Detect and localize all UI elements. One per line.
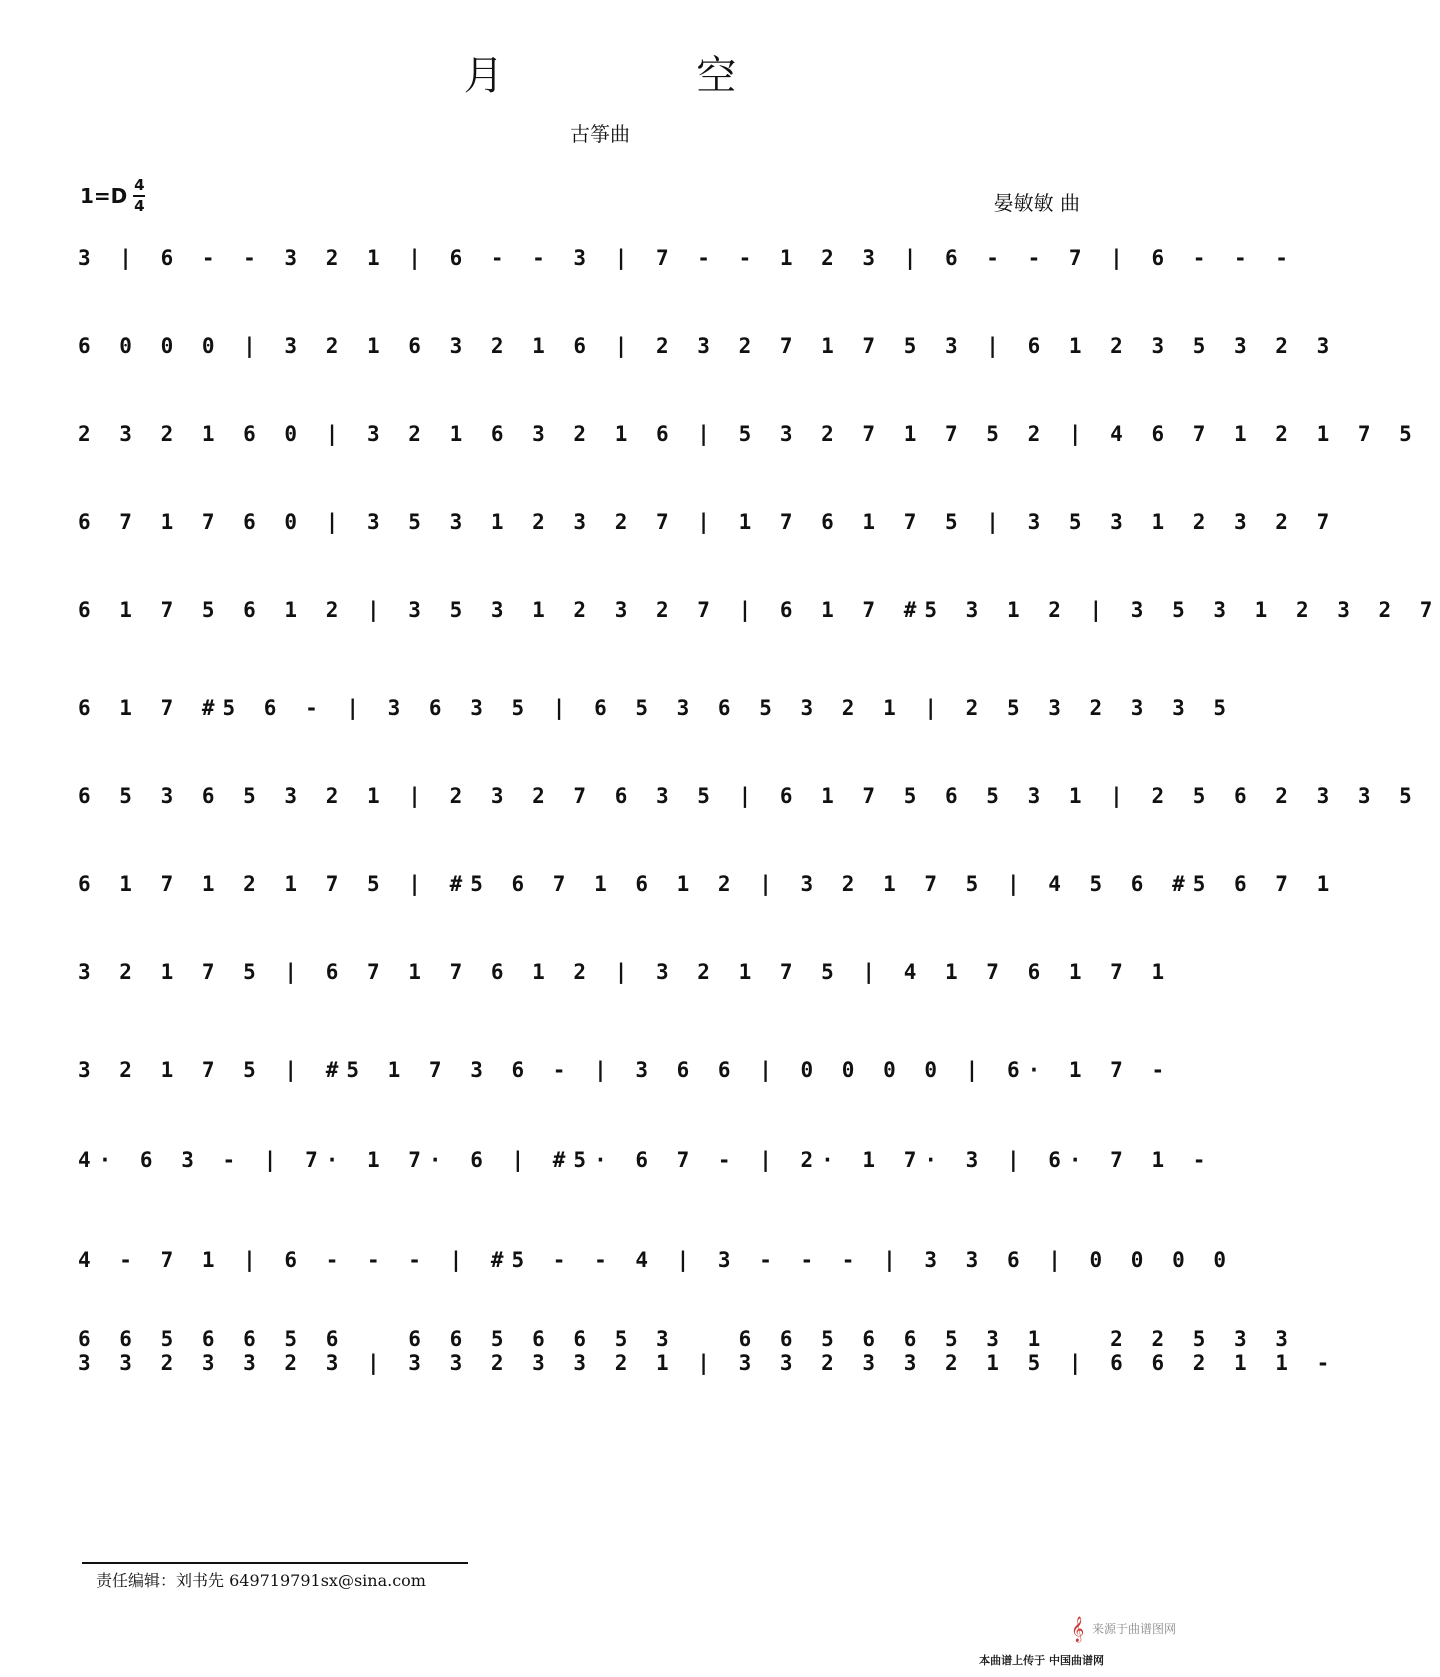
page-title: 月 空 <box>463 53 827 99</box>
lower-voice: 3 3 2 3 3 2 3 | 3 3 2 3 3 2 1 | 3 3 2 3 3 2 1 5 | 6 6 2 1 1 - <box>78 1351 1338 1375</box>
score-line: 6 0 0 0 | 3 2 1 6 3 2 1 6 | 2 3 2 7 1 7 5 3 | 6 1 2 3 5 3 2 3 <box>78 334 1338 358</box>
time-denominator: 4 <box>134 197 145 215</box>
score-line: 2 3 2 1 6 0 | 3 2 1 6 3 2 1 6 | 5 3 2 7 1 7 5 2 | 4 6 7 1 2 1 7 5 <box>78 422 1420 446</box>
footer-divider <box>82 1562 468 1564</box>
score-line: 6 7 1 7 6 0 | 3 5 3 1 2 3 2 7 | 1 7 6 1 7 5 | 3 5 3 1 2 3 2 7 <box>78 510 1338 534</box>
composer-credit: 晏敏敏 曲 <box>993 191 1080 215</box>
score-line: 6 1 7 #5 6 - | 3 6 3 5 | 6 5 3 6 5 3 2 1 | 2 5 3 2 3 3 5 <box>78 696 1235 720</box>
score-line: 4 - 7 1 | 6 - - - | #5 - - 4 | 3 - - - | 3 3 6 | 0 0 0 0 <box>78 1248 1235 1272</box>
source-watermark: 𝄞 来源于曲谱图网 <box>1071 1617 1176 1642</box>
key-label: 1=D <box>80 184 128 208</box>
score-line: 4· 6 3 - | 7· 1 7· 6 | #5· 6 7 - | 2· 1 7· 3 | 6· 7 1 - <box>78 1148 1214 1172</box>
score-line: 3 | 6 - - 3 2 1 | 6 - - 3 | 7 - - 1 2 3 | 6 - - 7 | 6 - - - <box>78 246 1296 270</box>
upper-voice: 6 6 5 6 6 5 6 6 6 5 6 6 5 3 6 6 5 6 6 5 3 1 2 2 5 3 3 <box>78 1327 1296 1351</box>
score-line: 3 2 1 7 5 | #5 1 7 3 6 - | 3 6 6 | 0 0 0 0 | 6· 1 7 - <box>78 1058 1173 1082</box>
page-subtitle: 古筝曲 <box>570 122 630 146</box>
time-numerator: 4 <box>134 176 145 194</box>
score-line-two-voice <box>78 1306 1338 1396</box>
treble-clef-icon: 𝄞 <box>1071 1617 1085 1642</box>
upload-notice: 本曲谱上传于 中国曲谱网 <box>979 1654 1104 1667</box>
editor-credit: 责任编辑：刘书先 649719791sx@sina.com <box>96 1571 426 1590</box>
key-signature <box>80 178 145 214</box>
score-line: 6 1 7 5 6 1 2 | 3 5 3 1 2 3 2 7 | 6 1 7 #5 3 1 2 | 3 5 3 1 2 3 2 7 <box>78 598 1440 622</box>
score-line: 6 1 7 1 2 1 7 5 | #5 6 7 1 6 1 2 | 3 2 1 7 5 | 4 5 6 #5 6 7 1 <box>78 872 1338 896</box>
score-line: 6 5 3 6 5 3 2 1 | 2 3 2 7 6 3 5 | 6 1 7 5 6 5 3 1 | 2 5 6 2 3 3 5 <box>78 784 1420 808</box>
score-line: 3 2 1 7 5 | 6 7 1 7 6 1 2 | 3 2 1 7 5 | 4 1 7 6 1 7 1 <box>78 960 1173 984</box>
time-signature <box>133 178 145 214</box>
